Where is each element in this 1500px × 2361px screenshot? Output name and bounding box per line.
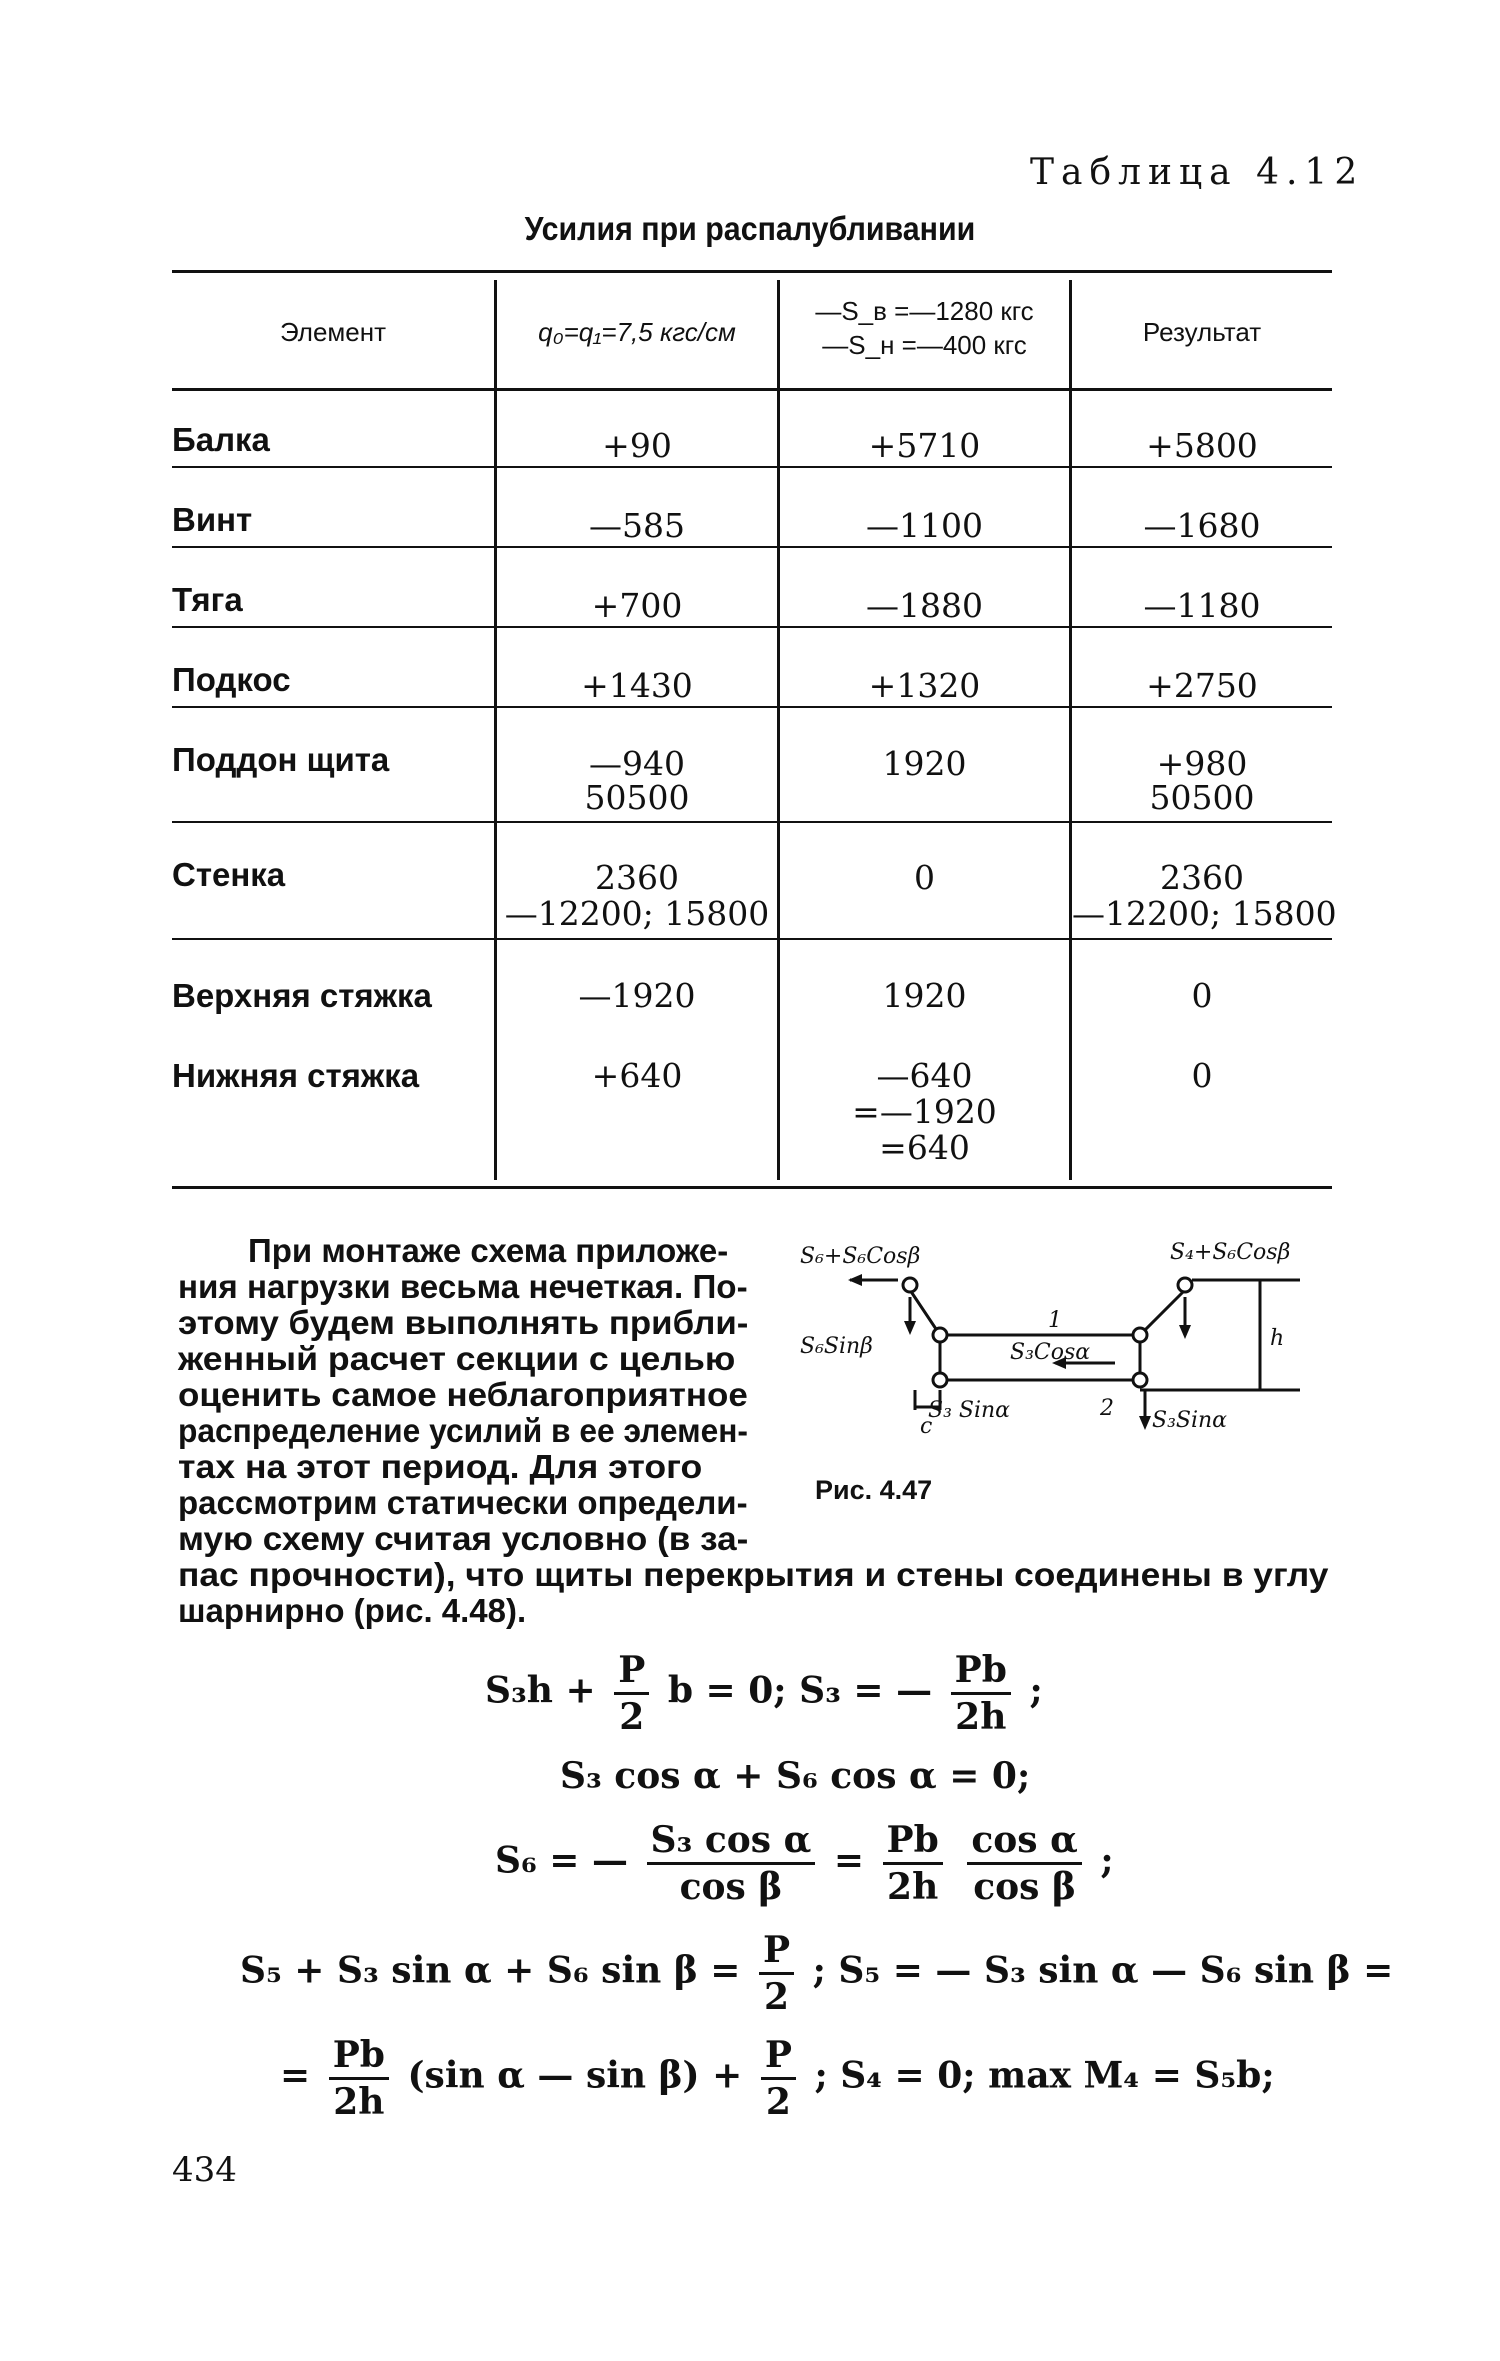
row-rule	[172, 546, 1332, 548]
page-number: 434	[172, 2150, 237, 2190]
formula-part: S₆ = —	[495, 1839, 628, 1882]
formula-part: (sin α — sin β) +	[407, 2054, 743, 2097]
row-name: Винт	[172, 501, 253, 538]
numerator: P	[759, 1930, 794, 1975]
numerator: cos α	[967, 1820, 1081, 1865]
label-top-right: S₄+S₆Cosβ	[1170, 1240, 1291, 1265]
formula-1	[485, 1650, 1043, 1737]
table-header-rule	[172, 388, 1332, 391]
row-name: Подкос	[172, 661, 291, 698]
value-sv-sn: —1880	[866, 586, 983, 625]
value-sv-sn: +1320	[868, 666, 981, 705]
body-line: оценить самое неблагоприятное	[178, 1376, 748, 1413]
formula-part: S₃h +	[485, 1669, 596, 1712]
fraction	[759, 1930, 794, 2017]
label-dim-c: c	[920, 1414, 933, 1439]
value-result: +5800	[1146, 426, 1258, 465]
body-line: мую схему считая условно (в за-	[178, 1520, 749, 1557]
value-sv-sn: 0	[914, 858, 935, 897]
row-name: Поддон щита	[172, 741, 390, 778]
denominator: 2	[765, 2081, 791, 2123]
fraction	[951, 1650, 1011, 1737]
fraction	[614, 1650, 649, 1737]
value-sv-sn: —1100	[866, 506, 983, 545]
row-rule	[172, 938, 1332, 940]
label-member-2: 2	[1100, 1396, 1114, 1421]
value-result: —1180	[1143, 586, 1261, 625]
body-line: этому будем выполнять прибли-	[178, 1304, 749, 1341]
right-brace	[1140, 1290, 1185, 1335]
body-line: шарнирно (рис. 4.48).	[178, 1592, 527, 1629]
formula-3	[495, 1820, 1114, 1907]
value-result: 0	[1191, 1056, 1213, 1095]
formula-part: ;	[1100, 1839, 1114, 1882]
value-result: +2750	[1146, 666, 1258, 705]
value-sv-sn: =—1920	[852, 1092, 997, 1131]
row-name: Стенка	[172, 856, 286, 893]
formula-part: ;	[1029, 1669, 1043, 1712]
header-load: q₀=q₁=7,5 кгс/см	[538, 317, 736, 347]
value-result: 50500	[1149, 778, 1255, 817]
denominator: 2	[763, 1976, 790, 2018]
column-rule	[1069, 280, 1072, 1180]
body-line: тах на этот период. Для этого	[178, 1448, 703, 1485]
body-line: распределение усилий в ее элемен-	[178, 1412, 748, 1449]
body-line: женный расчет секции с целью	[178, 1340, 736, 1377]
row-rule	[172, 626, 1332, 628]
row-name: Верхняя стяжка	[172, 977, 432, 1014]
label-top-left: S₆+S₆Cosβ	[800, 1244, 921, 1269]
row-name: Тяга	[172, 581, 243, 618]
value-load: —1920	[578, 976, 696, 1015]
numerator: P	[614, 1650, 649, 1695]
formula-4	[240, 1930, 1393, 2017]
label-member-1: 1	[1048, 1308, 1062, 1333]
table-top-rule	[172, 270, 1332, 273]
value-result: —12200; 15800	[1072, 894, 1337, 933]
denominator: cos β	[679, 1866, 783, 1908]
value-sv-sn: 1920	[882, 976, 967, 1015]
formula-part: ; S₅ = — S₃ sin α — S₆ sin β =	[812, 1949, 1394, 1992]
header-result: Результат	[1142, 317, 1262, 347]
denominator: 2	[619, 1696, 645, 1738]
fraction	[329, 2035, 389, 2122]
row-name: Нижняя стяжка	[172, 1057, 420, 1094]
column-rule	[777, 280, 780, 1180]
value-load: +700	[591, 586, 683, 625]
row-name: Балка	[172, 421, 270, 458]
row-rule	[172, 466, 1332, 468]
label-left-side: S₆Sinβ	[800, 1334, 873, 1359]
numerator: S₃ cos α	[647, 1820, 816, 1865]
row-rule	[172, 821, 1332, 823]
value-load: +1430	[581, 666, 693, 705]
formula-part: b = 0; S₃ = —	[667, 1669, 933, 1712]
header-sn: —S_н =—400 кгс	[822, 330, 1027, 360]
value-result: 2360	[1160, 858, 1244, 897]
value-load: —940	[589, 744, 685, 783]
body-line: ния нагрузки весьма нечеткая. По-	[178, 1268, 748, 1305]
formula-part: ; S₄ = 0; max M₄ = S₅b;	[814, 2054, 1275, 2097]
header-sv: —S_в =—1280 кгс	[815, 296, 1034, 326]
value-result: 0	[1191, 976, 1213, 1015]
forces-table	[172, 270, 1337, 1190]
value-load: —585	[589, 506, 685, 545]
denominator: cos β	[973, 1866, 1076, 1908]
denominator: 2h	[887, 1866, 939, 1908]
label-dim-h: h	[1270, 1326, 1285, 1351]
table-number: Таблица 4.12	[1030, 152, 1365, 193]
value-sv-sn: —640	[876, 1056, 973, 1095]
value-load: 50500	[584, 778, 690, 817]
fraction	[883, 1820, 943, 1907]
fraction	[967, 1820, 1081, 1907]
value-load: +640	[591, 1056, 683, 1095]
figure-caption: Рис. 4.47	[815, 1475, 933, 1505]
body-line: рассмотрим статически определи-	[178, 1484, 748, 1521]
column-rule	[494, 280, 497, 1180]
value-load: +90	[602, 426, 672, 465]
numerator: Pb	[329, 2035, 389, 2080]
label-bottom-left: S₃ Sinα	[928, 1398, 1011, 1423]
table-bottom-rule	[172, 1186, 1332, 1189]
formula-5	[280, 2035, 1275, 2122]
formula-part: =	[833, 1839, 864, 1882]
value-result: +980	[1156, 744, 1248, 783]
body-line: пас прочности), что щиты перекрытия и стены соединены в углу	[178, 1556, 1329, 1593]
value-sv-sn: +5710	[868, 426, 981, 465]
value-result: —1680	[1143, 506, 1261, 545]
value-sv-sn: 1920	[882, 744, 967, 783]
fraction	[761, 2035, 796, 2122]
fraction	[647, 1820, 816, 1907]
label-inner: S₃Cosα	[1010, 1340, 1091, 1365]
value-load: —12200; 15800	[504, 894, 770, 933]
denominator: 2h	[333, 2081, 385, 2123]
numerator: P	[761, 2035, 796, 2080]
value-load: 2360	[595, 858, 679, 897]
value-sv-sn: =640	[879, 1128, 970, 1167]
numerator: Pb	[951, 1650, 1011, 1695]
body-line: При монтаже схема приложе-	[248, 1232, 729, 1269]
formula-part: =	[280, 2054, 311, 2097]
formula-2: S₃ cos α + S₆ cos α = 0;	[560, 1755, 1031, 1797]
numerator: Pb	[883, 1820, 943, 1865]
table-title: Усилия при распалубливании	[524, 210, 976, 247]
denominator: 2h	[955, 1696, 1007, 1738]
header-element: Элемент	[279, 317, 387, 347]
figure-4-47-diagram	[800, 1235, 1320, 1470]
label-bottom-right: S₃Sinα	[1152, 1408, 1228, 1433]
row-rule	[172, 706, 1332, 708]
formula-part: S₅ + S₃ sin α + S₆ sin β =	[240, 1949, 741, 1992]
